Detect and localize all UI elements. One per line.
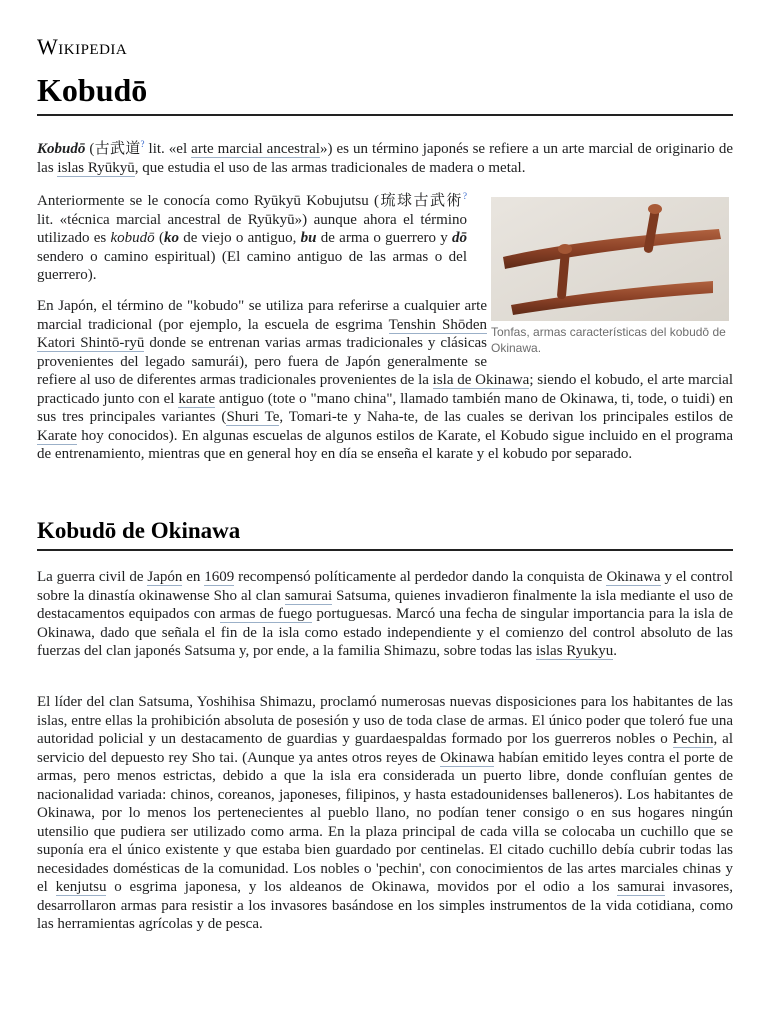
wikipedia-logo[interactable]: Wikipedia (37, 34, 128, 59)
title-divider (37, 114, 733, 116)
text: o esgrima japonesa, y los aldeanos de Okinawa, movidos por el odio a los (106, 879, 618, 895)
page-title: Kobudō (37, 72, 148, 108)
kanji: 古武道 (94, 141, 141, 157)
link-armas-de-fuego[interactable]: armas de fuego (219, 606, 313, 622)
text: ( (154, 230, 164, 246)
link-pechin[interactable]: Pechin (672, 731, 714, 747)
link-islas-ryukyu[interactable]: islas Ryūkyū (57, 159, 135, 176)
text: , al servicio del depuesto rey Sho tai. (Aunque ya antes otros reyes de (37, 731, 733, 766)
link-japon[interactable]: Japón (147, 569, 183, 585)
text: de arma o guerrero y (316, 230, 453, 246)
text: ») es un término japonés se refiere a un arte marcial de originario de las (37, 141, 733, 176)
section-paragraph-1 (37, 568, 733, 661)
term-kobudo: kobudō (110, 230, 155, 246)
text: antiguo (tote o "mano china", llamado también mano de Okinawa, ti, tode, o tuidi) en sus tres principales variantes ( (37, 390, 734, 425)
text: hoy conocidos). En algunas escuelas de algunos estilos de Karate, el Kobudo sigue incluido en el programa de entrenamiento, mientras que en general hoy en día se enseña el karate y el kobudo por separado. (37, 427, 733, 462)
link-samurai-2[interactable]: samurai (617, 879, 665, 895)
text: ; siendo el kobudo, el arte marcial practicado junto con el (37, 372, 733, 407)
term-do: dō (452, 230, 468, 246)
link-islas-ryukyu[interactable]: islas Ryukyu (535, 643, 614, 659)
text: , que estudia el uso de las armas tradicionales de madera o metal. (134, 159, 526, 176)
link-karate[interactable]: karate (178, 390, 215, 407)
kanji: 琉球古武術 (378, 193, 463, 209)
text: La guerra civil de (37, 569, 148, 585)
text: El líder del clan Satsuma, Yoshihisa Shimazu, proclamó numerosas nuevas disposiciones para los habitantes de las islas, entre ellas la prohibición absoluta de posesión y uso de toda clase de armas. El único poder que toleró fue una autoridad policial y un destacamento de guardias y guardaespaldas formado por los guerreros nobles o (37, 694, 733, 747)
text: invasores, desarrollaron armas para resistir a los invasores basándose en los simples instrumentos de la vida cotidiana, como las herramientas agrícolas y de pesca. (37, 879, 734, 932)
text: en (182, 569, 205, 585)
link-samurai[interactable]: samurai (284, 587, 333, 604)
text: lit. «el (144, 141, 192, 157)
text: donde se entrenan varias armas tradicionales y clásicas provenientes del legado samurái), pero fuera de Japón generalmente se refiere al uso de diferentes armas tradicionales provenientes de la (37, 335, 487, 388)
link-okinawa-2[interactable]: Okinawa (440, 749, 495, 766)
intro-paragraph: Kobudō (古武道? lit. «el arte marcial ancestral») es un término japonés se refiere a un arte marcial de originario de las islas Ryūkyū, que estudia el uso de las armas tradicionales de madera o metal. (37, 139, 733, 176)
section-divider (37, 549, 733, 551)
link-1609[interactable]: 1609 (204, 569, 235, 585)
text: . (613, 643, 617, 659)
link-kenjutsu[interactable]: kenjutsu (55, 879, 107, 895)
link-okinawa[interactable]: Okinawa (606, 569, 661, 585)
term: Kobudō (37, 141, 86, 157)
text: Satsuma, quienes invadieron finalmente la isla mediante el uso de destacamentos equipados con (37, 587, 733, 622)
pronunciation-help-link[interactable]: ? (140, 139, 145, 149)
paragraph-2 (37, 187, 467, 285)
text: y el control sobre la dinastía okinawense Sho al clan (37, 569, 733, 604)
figure-spacer (487, 297, 733, 369)
paragraph-3 (37, 297, 733, 464)
text: , Tomari-te y Naha-te, de las cuales se derivan los principales estilos de (279, 409, 733, 425)
text: habían emitido leyes contra el porte de armas, pero menos estrictas, debido a que la isla era considerada un puerto libre, donde confluían gentes de nacionalidad variada: chinos, coreanos, japoneses, filipinos, y hasta estadounidenses balleneros). Los habitantes de Okinawa, por lo menos los pertenecientes al pueblo llano, no podían tener consigo o en sus hogares ningún utensilio que pudiera ser utilizado como arma. En la plaza principal de cada villa se colocaba un cuchillo que se suponía era el único existente y que estaba bien guardado por centinelas. El citado cuchillo debía cubrir todas las necesidades domésticas de la comunidad. Los nobles o 'pechin', con conocimientos de las artes marciales chinas y el (37, 749, 733, 895)
text: sendero o camino espiritual) (El camino antiguo de las armas o del guerrero). (37, 248, 467, 283)
text: de viejo o antiguo, (178, 230, 301, 246)
link-karate-2[interactable]: Karate (37, 427, 77, 444)
link-isla-okinawa[interactable]: isla de Okinawa (432, 372, 530, 388)
text: portuguesas. Marcó una fecha de singular importancia para la isla de Okinawa, dado que señala el fin de la isla como estado independiente y el comienzo del control absoluto de las fuerzas del clan japonés Satsuma y, por ende, a la familia Shimazu, sobre todas las (37, 606, 733, 659)
text: lit. «técnica marcial ancestral de Ryūkyū») aunque ahora el término utilizado es (37, 211, 467, 246)
section-heading: Kobudō de Okinawa (37, 518, 241, 543)
link-arte-marcial[interactable]: arte marcial ancestral (191, 141, 320, 157)
text: recompensó políticamente al perdedor dando la conquista de (234, 569, 607, 585)
text: Anteriormente se le conocía como Ryūkyū Kobujutsu ( (37, 193, 379, 209)
term-ko: ko (163, 230, 179, 246)
figure-caption: Tonfas, armas características del kobudō de Okinawa. (491, 325, 726, 355)
section-paragraph-2 (37, 693, 733, 934)
term-bu: bu (300, 230, 317, 246)
pronunciation-help-link[interactable]: ? (463, 191, 467, 201)
link-tenshin-shoden[interactable]: Tenshin Shōden Katori Shintō-ryū (37, 316, 488, 351)
link-shuri-te[interactable]: Shuri Te (226, 409, 280, 425)
text: En Japón, el término de "kobudo" se utiliza para referirse a cualquier arte marcial tradicional (por ejemplo, la escuela de esgrima (37, 298, 487, 333)
